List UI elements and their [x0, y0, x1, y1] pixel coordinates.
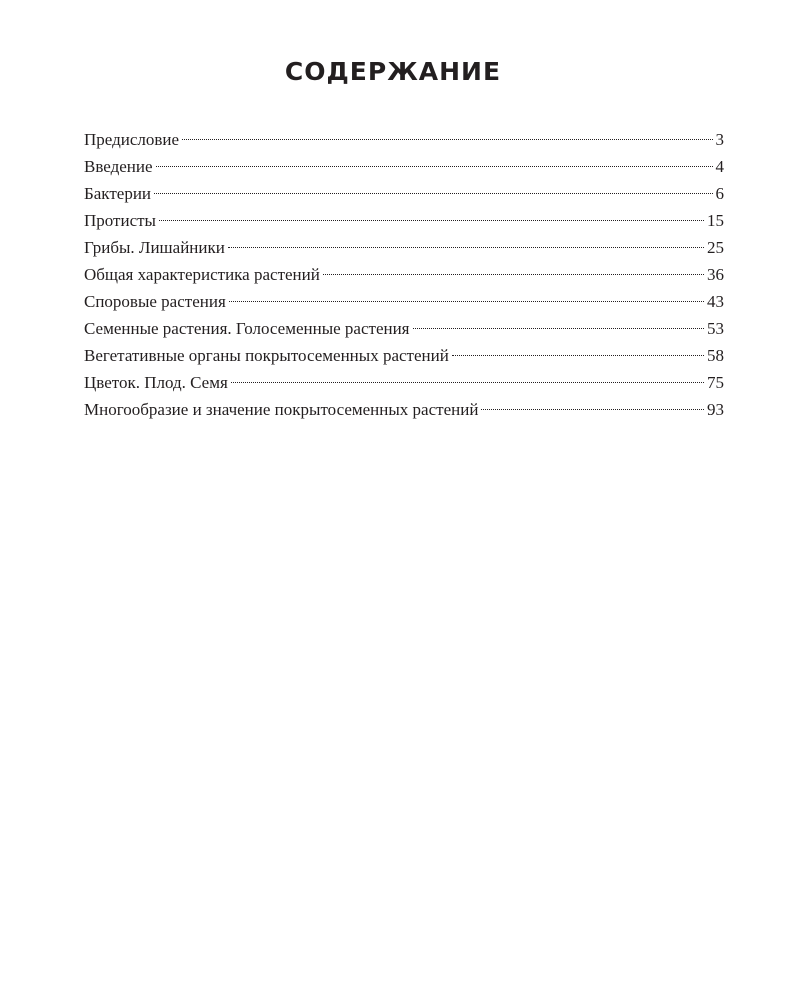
toc-entry	[84, 369, 724, 396]
toc-entry	[84, 126, 724, 153]
toc-entry	[84, 396, 724, 423]
toc-entry-title: Введение	[84, 157, 153, 176]
toc-entry-title: Общая характеристика растений	[84, 265, 320, 284]
toc-page-number: 36	[707, 265, 724, 284]
table-of-contents	[84, 126, 724, 423]
toc-entry-title: Цветок. Плод. Семя	[84, 373, 228, 392]
dot-leader	[229, 301, 704, 302]
dot-leader	[228, 247, 704, 248]
toc-entry	[84, 288, 724, 315]
toc-page-number: 4	[715, 157, 724, 176]
dot-leader	[156, 166, 713, 167]
dot-leader	[413, 328, 705, 329]
dot-leader	[159, 220, 704, 221]
dot-leader	[154, 193, 712, 194]
toc-entry	[84, 153, 724, 180]
toc-page-number: 6	[715, 184, 724, 203]
dot-leader	[231, 382, 704, 383]
toc-entry	[84, 180, 724, 207]
toc-entry-title: Многообразие и значение покрытосеменных растений	[84, 400, 479, 419]
dot-leader	[481, 409, 704, 410]
toc-entry-title: Бактерии	[84, 184, 152, 203]
toc-page-number: 58	[707, 346, 724, 365]
dot-leader	[323, 274, 704, 275]
dot-leader	[452, 355, 704, 356]
toc-entry-title: Споровые растения	[84, 292, 226, 311]
toc-page-number: 53	[707, 319, 724, 338]
toc-entry	[84, 261, 724, 288]
toc-page-number: 25	[707, 238, 724, 257]
toc-page-number: 3	[715, 130, 724, 149]
toc-entry-title: Предисловие	[84, 130, 180, 149]
page-title: СОДЕРЖАНИЕ	[284, 57, 502, 86]
toc-entry-title: Грибы. Лишайники	[84, 238, 225, 257]
toc-page-number: 93	[707, 400, 724, 419]
toc-entry	[84, 342, 724, 369]
toc-page-number: 75	[707, 373, 724, 392]
toc-entry	[84, 234, 724, 261]
toc-page-number: 43	[707, 292, 724, 311]
dot-leader	[182, 139, 712, 140]
toc-entry-title: Семенные растения. Голосеменные растения	[84, 319, 410, 338]
toc-page-number: 15	[707, 211, 724, 230]
toc-entry	[84, 207, 724, 234]
toc-entry-title: Вегетативные органы покрытосеменных растений	[84, 346, 449, 365]
toc-entry	[84, 315, 724, 342]
toc-entry-title: Протисты	[84, 211, 156, 230]
